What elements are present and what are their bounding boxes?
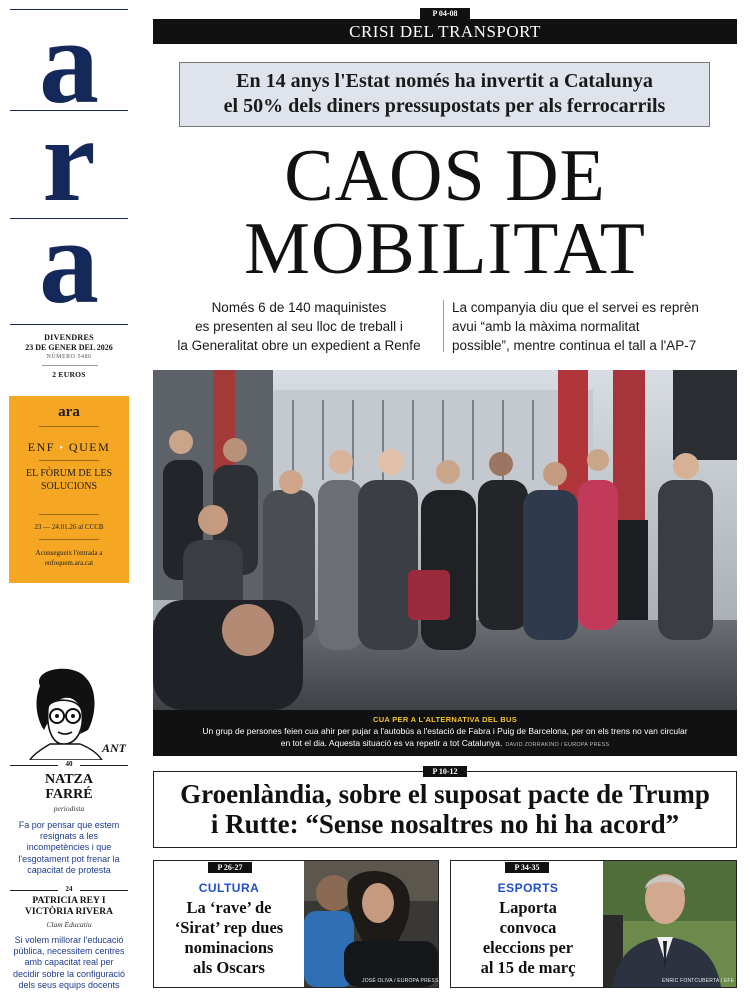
story-headline[interactable] <box>153 779 737 839</box>
culture-photo <box>304 861 438 987</box>
photo-credit: JOSÉ OLIVA / EUROPA PRESS <box>362 978 439 984</box>
promo-dot: • <box>59 443 65 454</box>
promo-dates: 23 — 24.01.26 al CCCB <box>34 523 104 531</box>
column-page-number: 40 <box>65 760 73 768</box>
enfoquem-promo[interactable] <box>9 396 129 583</box>
divider <box>39 539 99 540</box>
section-label: ESPORTS <box>497 881 559 895</box>
photo-credit: DAVID ZORRAKINO / EUROPA PRESS <box>505 741 610 748</box>
headline-line: Groenlàndia, sobre el suposat pacte de Trump <box>180 779 710 809</box>
promo-cta[interactable]: Aconsegueix l'entrada a enfoquem.ara.cat <box>35 549 103 567</box>
column-page-number: 24 <box>65 885 73 893</box>
caption-line: Un grup de persones feien cua ahir per pujar a l'autobús a l'estació de Fabra i Puig de Barcelona, per on els trens no van circular <box>202 726 688 736</box>
masthead-letter-a: a <box>39 2 99 106</box>
deck-line: el 50% dels diners pressupostats per als ferrocarrils <box>223 95 666 117</box>
lead-subhead-right <box>452 298 737 355</box>
column-author-role: periodista <box>53 804 85 813</box>
divider <box>80 765 128 766</box>
headline-line: als Oscars <box>193 958 265 977</box>
masthead-letter-a2: a <box>39 202 99 320</box>
headline-line: La ‘rave’ de <box>186 898 272 917</box>
column-excerpt[interactable]: Si volem millorar l'educació pública, necessitem centres amb capacitat real per decidir sobre la configuració dels seus equips docents <box>12 935 126 990</box>
photo-credit: ENRIC FONTCUBERTA / EFE <box>662 978 735 984</box>
page-reference-badge: P 34-35 <box>505 862 549 873</box>
column-author-role: Clam Educatiu <box>46 920 92 929</box>
lead-photo[interactable] <box>153 370 737 710</box>
page-reference-badge: P 26-27 <box>208 862 252 873</box>
subhead-line: es presenten al seu lloc de treball i <box>195 319 403 334</box>
edition-day: DIVENDRES <box>44 333 94 342</box>
promo-subtitle: EL FÒRUM DE LES SOLUCIONS <box>25 468 113 492</box>
price: 2 EUROS <box>52 370 86 379</box>
section-bar[interactable]: CRISI DEL TRANSPORT <box>153 19 737 44</box>
caption-title: CUA PER A L'ALTERNATIVA DEL BUS <box>373 715 517 724</box>
cartoon-illustration <box>10 668 128 760</box>
subhead-line: possible”, mentre continua el tall a l'AP-7 <box>452 338 697 353</box>
divider <box>39 460 99 461</box>
headline-line: convoca <box>499 918 557 937</box>
promo-brand: ara <box>58 404 80 420</box>
page-reference-badge: P 04-08 <box>420 8 470 19</box>
lead-photo-illustration <box>153 370 737 710</box>
headline-line: nominacions <box>184 938 274 957</box>
issue-number: NÚMERO 5486 <box>46 354 92 360</box>
cartoon-signature: ANT <box>102 741 126 755</box>
subhead-line: Només 6 de 140 maquinistes <box>211 300 387 315</box>
subhead-line: La companyia diu que el servei es reprèn <box>452 300 699 315</box>
subhead-line: avui “amb la màxima normalitat <box>452 319 640 334</box>
caption-line: en tot el dia. Aquesta situació es va repetir a tot Catalunya. <box>280 737 503 748</box>
promo-name-part2: QUEM <box>68 440 111 454</box>
headline-line: al 15 de març <box>480 958 576 977</box>
column-author: NATZA FARRÉ <box>45 772 93 802</box>
deck-line: En 14 anys l'Estat només ha invertit a Catalunya <box>236 70 653 92</box>
divider <box>10 765 58 766</box>
edition-date: 23 DE GENER DEL 2026 <box>25 343 113 352</box>
photo-caption <box>153 710 737 756</box>
headline-line: ‘Sirat’ rep dues <box>174 918 284 937</box>
teaser-headline[interactable] <box>454 898 602 978</box>
caption-line-2 <box>163 738 727 752</box>
subhead-line: la Generalitat obre un expedient a Renfe <box>177 338 421 353</box>
lead-deck[interactable] <box>179 62 710 127</box>
teaser-headline[interactable] <box>157 898 301 978</box>
divider <box>39 514 99 515</box>
masthead-rule <box>10 324 128 325</box>
divider <box>10 890 58 891</box>
section-label: CULTURA <box>198 881 260 895</box>
lead-subhead-left <box>160 298 438 355</box>
main-headline-line1[interactable]: CAOS DE <box>284 135 606 217</box>
promo-event-name <box>9 440 129 455</box>
masthead-letter-r: r <box>42 100 96 208</box>
promo-name-part1: ENF <box>27 440 55 454</box>
divider <box>39 426 99 427</box>
divider <box>443 300 444 352</box>
sports-photo <box>603 861 736 987</box>
headline-line: eleccions per <box>482 938 574 957</box>
divider <box>42 365 98 366</box>
column-excerpt[interactable]: Fa por pensar que estem resignats a les incompetències i que l'esgotament pot frenar la capacitat de protesta <box>18 820 120 875</box>
headline-line: i Rutte: “Sense nosaltres no hi ha acord” <box>210 809 680 839</box>
divider <box>80 890 128 891</box>
column-author: PATRICIA REY I VICTÒRIA RIVERA <box>25 896 113 917</box>
caption-text <box>163 726 727 751</box>
main-headline-line2[interactable]: MOBILITAT <box>244 208 646 290</box>
page-reference-badge: P 10-12 <box>423 766 467 777</box>
headline-line: Laporta <box>499 898 557 917</box>
